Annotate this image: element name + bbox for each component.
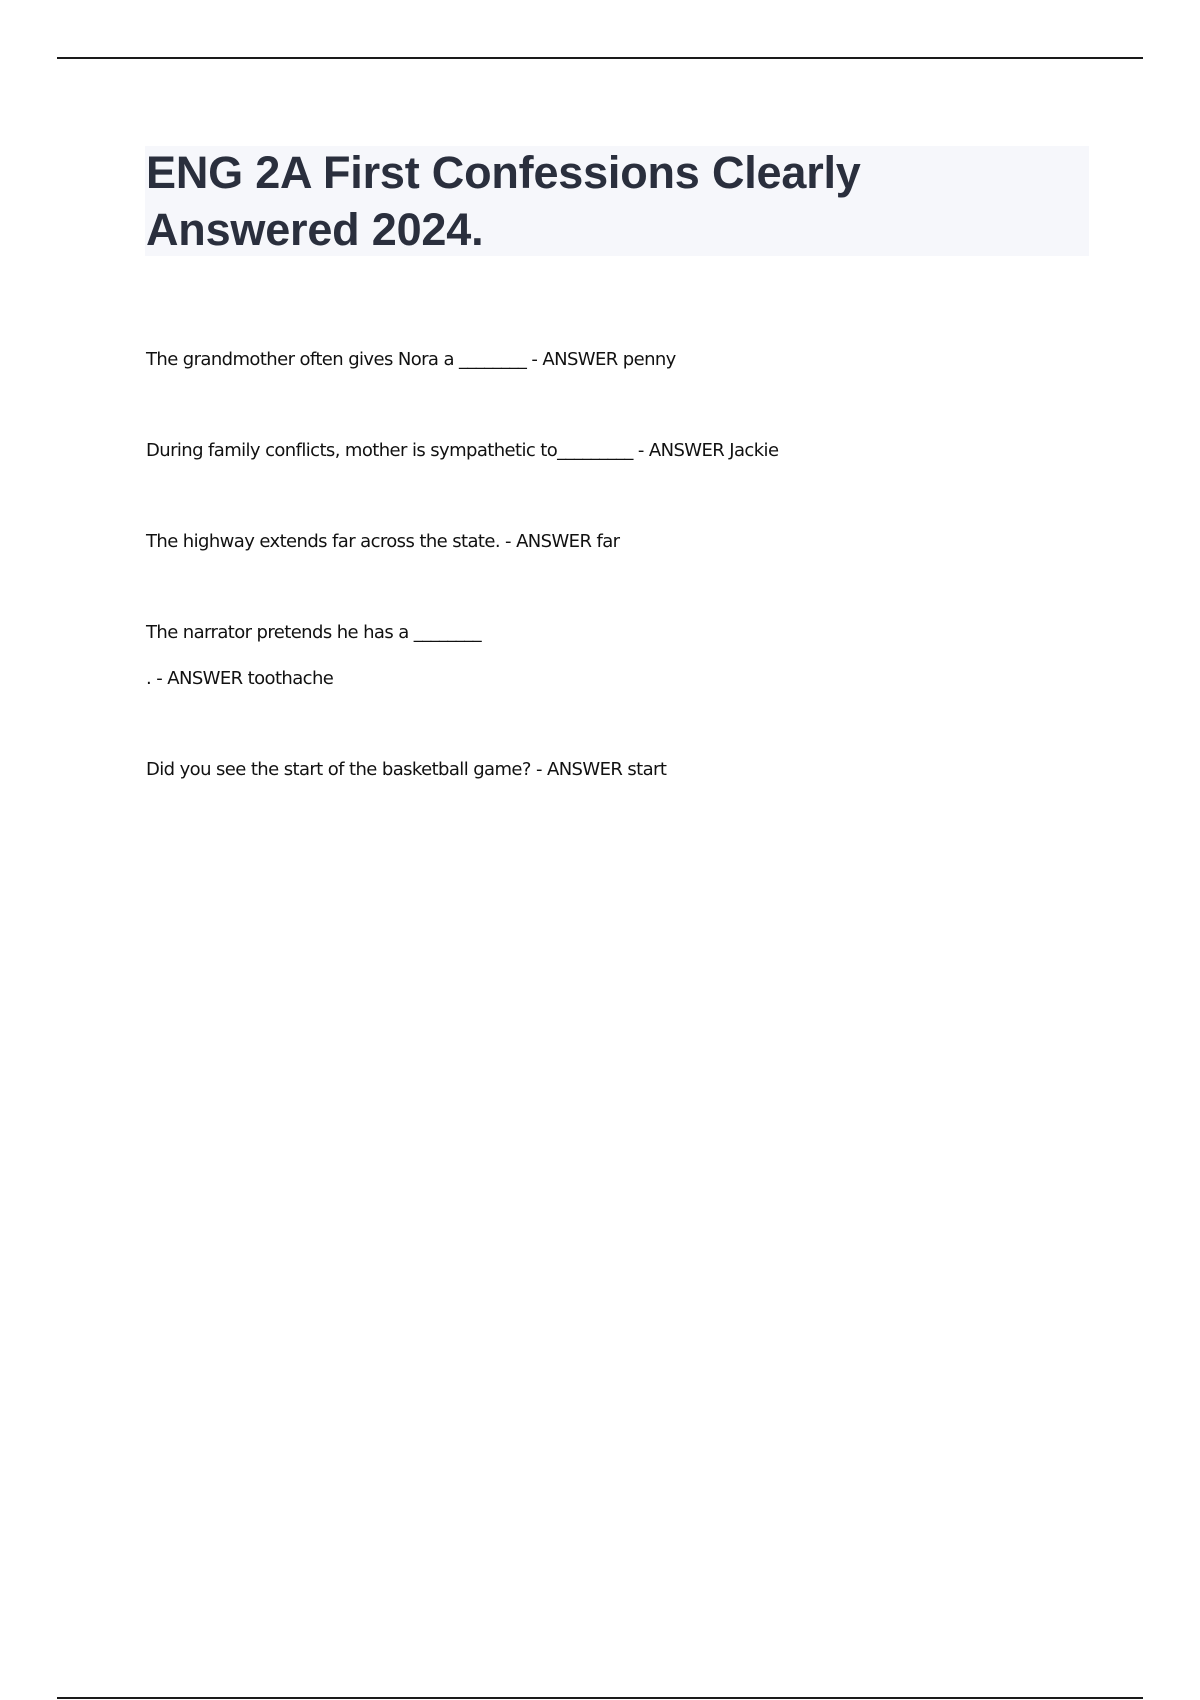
- bottom-divider: [57, 1697, 1143, 1699]
- top-divider: [57, 57, 1143, 59]
- page-title: ENG 2A First Confessions Clearly Answered 2024.: [146, 147, 861, 255]
- question-line-1: The grandmother often gives Nora a ________ - ANSWER penny: [146, 349, 676, 370]
- question-line-3: The highway extends far across the state. - ANSWER far: [146, 531, 620, 552]
- question-line-5: Did you see the start of the basketball game? - ANSWER start: [146, 759, 667, 780]
- question-line-4: The narrator pretends he has a ________: [146, 622, 482, 643]
- question-line-2: During family conflicts, mother is sympathetic to_________ - ANSWER Jackie: [146, 440, 779, 461]
- answer-continuation-line: . - ANSWER toothache: [146, 668, 334, 689]
